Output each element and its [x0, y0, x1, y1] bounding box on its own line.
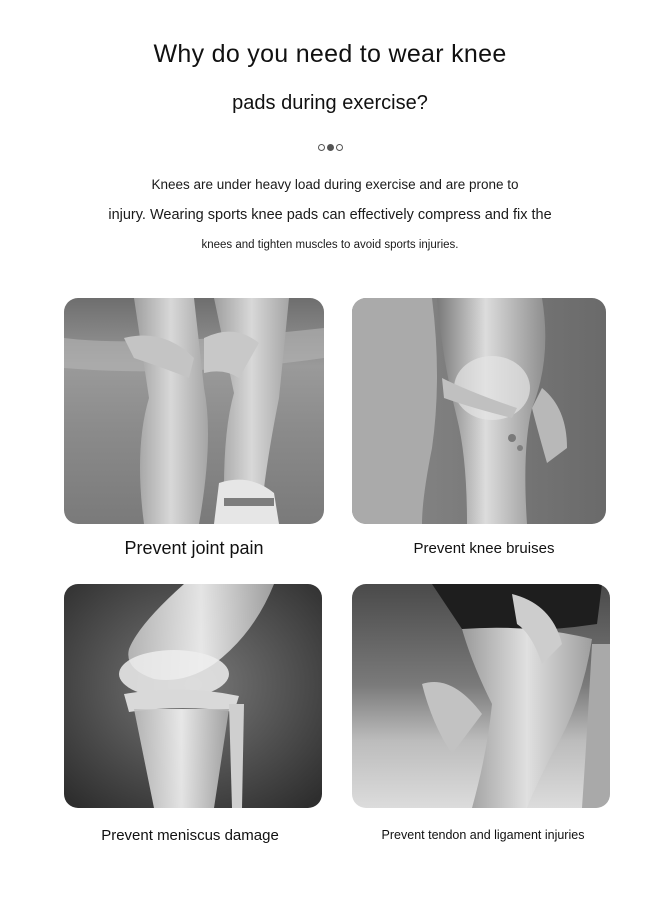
intro-line-2: injury. Wearing sports knee pads can effectively compress and fix the	[108, 207, 552, 223]
intro-line-1: Knees are under heavy load during exercise and are prone to	[151, 177, 519, 192]
knee-pain-beach-photo	[64, 298, 324, 524]
caption-tendon-ligament: Prevent tendon and ligament injuries	[381, 828, 585, 842]
caption-knee-bruises: Prevent knee bruises	[413, 540, 555, 557]
pager-dot	[336, 144, 343, 151]
knee-hold-runner-photo	[352, 584, 610, 808]
page-title-line-2: pads during exercise?	[232, 92, 428, 114]
pager-dots	[0, 144, 660, 151]
knee-joint-xray-illustration	[64, 584, 322, 808]
intro-line-3: knees and tighten muscles to avoid sports injuries.	[201, 239, 459, 251]
pager-dot-active	[327, 144, 334, 151]
bruised-knee-photo	[352, 298, 606, 524]
caption-meniscus-damage: Prevent meniscus damage	[101, 827, 279, 844]
caption-joint-pain: Prevent joint pain	[124, 538, 264, 558]
pager-dot	[318, 144, 325, 151]
page-title-line-1: Why do you need to wear knee	[153, 40, 507, 68]
